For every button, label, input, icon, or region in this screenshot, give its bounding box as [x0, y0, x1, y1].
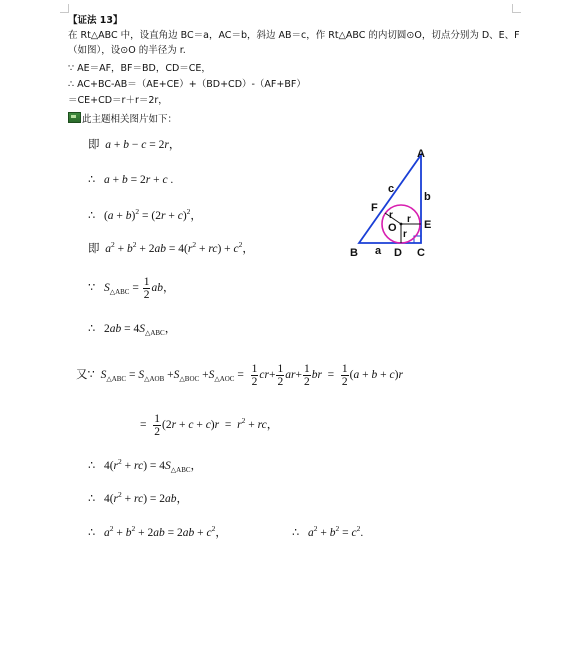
- label-side-b: b: [424, 191, 431, 203]
- math-line-10: ∴ $4(r^2 + rc) = 2ab$，: [88, 490, 189, 505]
- intro-line-2: （如图），设⊙O 的半径为 r.: [68, 45, 186, 56]
- label-o-center: O: [388, 222, 397, 234]
- label-radius-2: r: [407, 214, 411, 225]
- math-line-12: ∴ $a^2 + b^2 = c^2$.: [292, 524, 364, 539]
- figure-caption-line: [68, 112, 177, 126]
- math-line-6: ∴ $2ab = 4S_{\triangle ABC}$，: [88, 321, 177, 337]
- derivation-line-3: ＝CE+CD＝r＋r＝2r，: [68, 95, 168, 106]
- incircle-triangle-diagram: [345, 145, 445, 263]
- page-corner-mark: [60, 4, 69, 13]
- math-line-7: 又∵ $S_{\triangle ABC} = S_{\triangle AOB} +S_{\triangle BOC} +S_{\triangle AOC}$ = $\frac{1}{2}$ cr+ $\frac{1}{2}$ ar+ $\frac{1}{2}$ br = $\frac{1}{2}$ (a + b + c)r: [76, 363, 403, 388]
- label-side-c: c: [388, 183, 395, 195]
- derivation-line-2: ∴ AC+BC-AB＝（AE+CE）+（BD+CD）-（AF+BF）: [68, 79, 306, 90]
- math-line-5: ∵ $S_{\triangle ABC}$ = $\frac{1}{2}$ ab，: [88, 276, 175, 301]
- label-radius-3: r: [403, 229, 407, 240]
- label-d-point: D: [394, 247, 402, 259]
- center-o: [400, 223, 403, 226]
- section-heading: 【证法 13】: [68, 15, 123, 26]
- label-side-a: a: [375, 245, 382, 257]
- page-corner-mark: [512, 4, 521, 13]
- math-line-3: ∴ $(a + b)^2 = (2r + c)^2$，: [88, 207, 202, 222]
- label-b-vertex: B: [350, 247, 358, 259]
- label-e-point: E: [424, 219, 432, 231]
- math-line-9: ∴ $4(r^2 + rc) = 4S_{\triangle ABC}$，: [88, 457, 203, 474]
- figure-caption: 此主题相关图片如下：: [82, 114, 178, 125]
- math-line-11: ∴ $a^2 + b^2 + 2ab = 2ab + c^2$，: [88, 524, 227, 539]
- math-line-1: 即 a + b − c = 2r，: [88, 137, 181, 151]
- label-f-point: F: [371, 202, 378, 214]
- math-line-2: ∴ a + b = 2r + c .: [88, 172, 174, 186]
- math-line-8: = $\frac{1}{2}$ $(2r + c + c)r = r^2$ + rc，: [140, 413, 279, 438]
- label-radius-1: r: [389, 210, 393, 221]
- math-line-4: 即 $a^2 + b^2 + 2ab = 4(r^2 + rc) + c^2$，: [88, 240, 254, 255]
- derivation-line-1: ∵ AE＝AF，BF＝BD，CD＝CE，: [68, 63, 211, 74]
- label-a-vertex: A: [417, 148, 425, 160]
- intro-line-1: 在 Rt△ABC 中，设直角边 BC＝a，AC＝b，斜边 AB＝c，作 Rt△ABC 的内切圆⊙O，切点分别为 D、E、F: [68, 30, 520, 41]
- label-c-vertex: C: [417, 247, 425, 259]
- image-icon: [68, 112, 81, 123]
